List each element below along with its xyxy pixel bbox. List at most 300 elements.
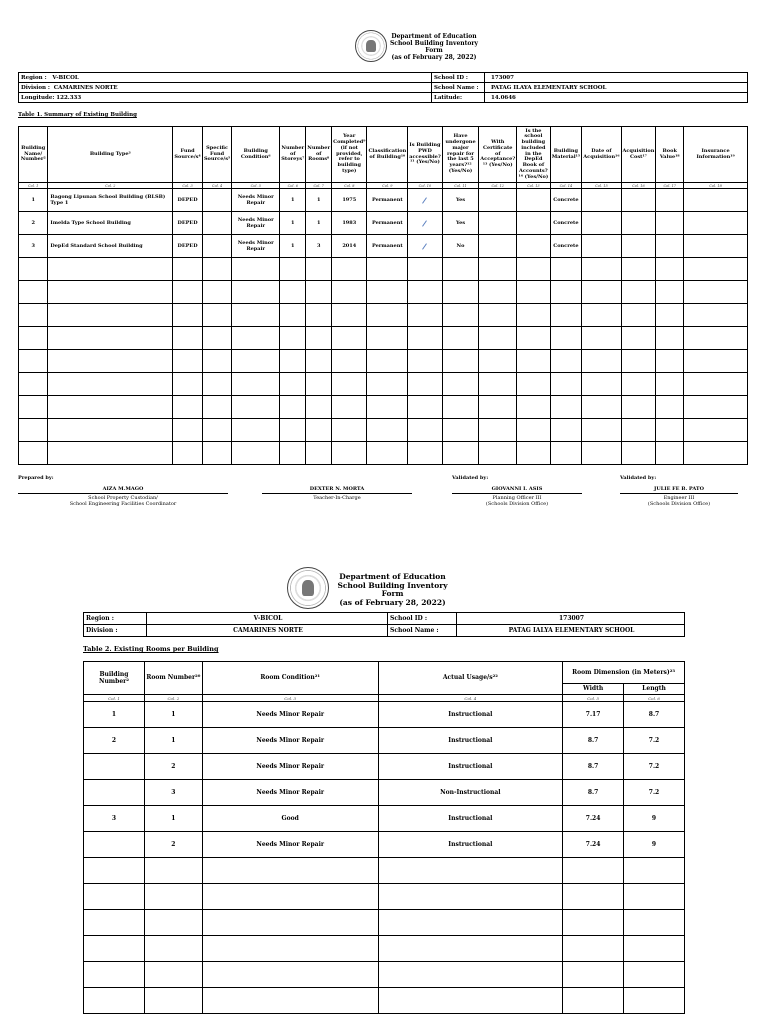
table-cell: 3 [306, 235, 332, 258]
table-cell [684, 235, 748, 258]
table-cell [306, 327, 332, 350]
table-cell [280, 396, 306, 419]
header-line: School Building Inventory [389, 39, 479, 47]
table-cell [332, 419, 367, 442]
table-cell [656, 235, 684, 258]
table-cell: Imelda Type School Building [48, 212, 173, 235]
deped-seal [287, 567, 329, 609]
table-cell [19, 419, 48, 442]
table-cell [442, 281, 479, 304]
table-cell [684, 442, 748, 465]
table-cell [479, 304, 517, 327]
table-cell [84, 832, 145, 858]
table-cell [144, 988, 202, 1014]
building-summary-table [18, 126, 748, 465]
empty-row [19, 396, 748, 419]
table-cell [442, 350, 479, 373]
table-cell [621, 281, 656, 304]
table-cell [202, 910, 378, 936]
table-cell [232, 396, 280, 419]
table-cell [48, 327, 173, 350]
col-header-condition: Room Condition²¹ [202, 662, 378, 695]
table-cell [19, 258, 48, 281]
table-cell [202, 419, 231, 442]
empty-row [19, 258, 748, 281]
table-cell: 7.17 [563, 702, 624, 728]
column-number: Col. 3 [202, 695, 378, 702]
table-cell: 1 [280, 235, 306, 258]
table-cell [408, 281, 443, 304]
table-cell [442, 419, 479, 442]
table-row [84, 832, 685, 858]
table-cell [202, 258, 231, 281]
table-cell [621, 373, 656, 396]
division-label: Division : [21, 84, 50, 91]
col-header-width: Width [563, 684, 624, 695]
table-cell [624, 936, 685, 962]
table-cell [367, 327, 408, 350]
signatory-title [452, 493, 582, 507]
column-number: Col. 1 [19, 183, 48, 189]
table-cell [479, 281, 517, 304]
signature-block [262, 486, 412, 501]
table-cell [624, 884, 685, 910]
col-header-room: Room Number²⁰ [144, 662, 202, 695]
table-cell: 1 [280, 212, 306, 235]
table-cell [84, 962, 145, 988]
school-name-value: PATAG IALYA ELEMENTARY SCHOOL [457, 625, 685, 637]
table-cell [563, 936, 624, 962]
table-cell: 1975 [332, 189, 367, 212]
signature-block [18, 486, 228, 507]
table-cell: 1 [144, 806, 202, 832]
table-cell [173, 442, 203, 465]
table-cell [232, 442, 280, 465]
table-cell: Instructional [378, 702, 563, 728]
table-cell [378, 962, 563, 988]
empty-row [84, 936, 685, 962]
table-cell [144, 884, 202, 910]
table-cell [144, 910, 202, 936]
table-cell [621, 189, 656, 212]
table-cell [202, 858, 378, 884]
empty-row [19, 350, 748, 373]
col-header-usage: Actual Usage/s²² [378, 662, 563, 695]
page2-header [330, 573, 455, 608]
table-cell [306, 419, 332, 442]
table-cell [621, 258, 656, 281]
table-cell [332, 258, 367, 281]
table-cell [550, 304, 582, 327]
table-cell [202, 212, 231, 235]
school-id-label: School ID : [432, 73, 485, 83]
table-cell [517, 327, 550, 350]
empty-row [19, 419, 748, 442]
table-cell [332, 396, 367, 419]
table-cell [479, 373, 517, 396]
signatory-title-line: (Schools Division Office) [485, 501, 549, 507]
table-cell [517, 373, 550, 396]
column-number: Col. 18 [684, 183, 748, 189]
prepared-by-label: Prepared by: [18, 475, 54, 481]
table-cell [684, 281, 748, 304]
school-id-value: 173007 [457, 613, 685, 625]
table-cell [517, 258, 550, 281]
table-row [19, 212, 748, 235]
division-value: CAMARINES NORTE [53, 84, 118, 91]
table-cell [202, 235, 231, 258]
table-cell [550, 373, 582, 396]
table-cell [202, 396, 231, 419]
table-cell [19, 442, 48, 465]
table-row [84, 754, 685, 780]
table-cell [684, 373, 748, 396]
empty-row [84, 858, 685, 884]
table-cell [408, 442, 443, 465]
table-cell [408, 212, 443, 235]
table-cell [442, 327, 479, 350]
signature-block [452, 486, 582, 507]
table-cell [332, 350, 367, 373]
table-cell [656, 327, 684, 350]
table-cell [517, 419, 550, 442]
table-cell: 1983 [332, 212, 367, 235]
table-cell [232, 419, 280, 442]
table-cell [408, 189, 443, 212]
table-cell: 3 [144, 780, 202, 806]
table-cell [84, 910, 145, 936]
table-cell [550, 258, 582, 281]
empty-row [19, 373, 748, 396]
table-cell: Needs Minor Repair [202, 702, 378, 728]
table-row [84, 806, 685, 832]
table-cell [656, 212, 684, 235]
table-cell [408, 304, 443, 327]
column-number: Col. 8 [332, 183, 367, 189]
column-number: Col. 16 [621, 183, 656, 189]
table-cell [144, 936, 202, 962]
table-cell [332, 304, 367, 327]
table-cell: 9 [624, 806, 685, 832]
table-cell [656, 281, 684, 304]
table-cell: 7.2 [624, 780, 685, 806]
table-cell [173, 396, 203, 419]
table-cell [684, 212, 748, 235]
table-cell [232, 258, 280, 281]
table-cell [408, 350, 443, 373]
table-cell: Needs Minor Repair [202, 832, 378, 858]
table-cell [378, 910, 563, 936]
table-cell [684, 258, 748, 281]
signatory-title: Teacher-In-Charge [262, 493, 412, 501]
table-cell [144, 858, 202, 884]
column-number: Col. 6 [280, 183, 306, 189]
empty-row [19, 304, 748, 327]
col-header: Classification of Building¹⁰ [367, 127, 408, 183]
table-cell: Permanent [367, 189, 408, 212]
column-number: Col. 6 [624, 695, 685, 702]
col-header: Building Type³ [48, 127, 173, 183]
table-cell [550, 350, 582, 373]
check-mark-icon [423, 243, 428, 249]
table-row [19, 189, 748, 212]
table-cell [202, 281, 231, 304]
table-cell [367, 258, 408, 281]
column-number: Col. 4 [378, 695, 563, 702]
table-cell [48, 304, 173, 327]
region-value: V-BICOL [147, 613, 388, 625]
col-header: Acquisition Cost¹⁷ [621, 127, 656, 183]
table-cell [202, 327, 231, 350]
table-cell: 3 [19, 235, 48, 258]
table-cell: Instructional [378, 728, 563, 754]
col-header-length: Length [624, 684, 685, 695]
table-cell [408, 419, 443, 442]
table-cell [84, 884, 145, 910]
table-cell: Instructional [378, 754, 563, 780]
column-number: Col. 4 [202, 183, 231, 189]
signatory-title [18, 493, 228, 507]
table-cell [202, 373, 231, 396]
signatory-name: GIOVANNI I. ASIS [491, 486, 543, 492]
table-cell: 8.7 [563, 780, 624, 806]
col-header: Building Material¹⁵ [550, 127, 582, 183]
table-cell [656, 419, 684, 442]
table-cell [173, 419, 203, 442]
table-cell [479, 235, 517, 258]
check-mark-icon [423, 220, 428, 226]
column-number: Col. 12 [479, 183, 517, 189]
table-cell: 8.7 [624, 702, 685, 728]
table-cell [621, 304, 656, 327]
table-cell [306, 373, 332, 396]
col-header: Building Name/ Number² [19, 127, 48, 183]
table-cell [202, 962, 378, 988]
table-cell: Non-Instructional [378, 780, 563, 806]
table-cell [280, 373, 306, 396]
col-header: Building Condition⁶ [232, 127, 280, 183]
empty-row [84, 988, 685, 1014]
table-cell [684, 350, 748, 373]
table-cell [48, 396, 173, 419]
table-cell [624, 910, 685, 936]
table-cell [232, 327, 280, 350]
table-cell: Instructional [378, 806, 563, 832]
table-cell: Needs Minor Repair [202, 780, 378, 806]
table-row [84, 780, 685, 806]
table-cell [582, 281, 621, 304]
school-name-label: School Name : [388, 625, 457, 637]
table-cell [408, 235, 443, 258]
table-cell [232, 281, 280, 304]
table-cell [367, 304, 408, 327]
table-cell [173, 350, 203, 373]
table-cell: 2 [19, 212, 48, 235]
column-number: Col. 17 [656, 183, 684, 189]
table-cell [332, 327, 367, 350]
table-cell [202, 304, 231, 327]
table-cell [48, 258, 173, 281]
header-line: Department of Education [391, 33, 477, 40]
col-header: Specific Fund Source/s⁵ [202, 127, 231, 183]
table-cell: 7.24 [563, 832, 624, 858]
table-cell [19, 396, 48, 419]
table-cell [280, 350, 306, 373]
table-cell [621, 442, 656, 465]
table1-title: Table 1. Summary of Existing Building [18, 112, 137, 118]
table-cell [582, 396, 621, 419]
latitude-value: 14.0646 [491, 94, 516, 101]
table-cell [621, 396, 656, 419]
table-cell [621, 419, 656, 442]
column-number: Col. 5 [232, 183, 280, 189]
table-cell: 1 [144, 702, 202, 728]
table-cell [563, 962, 624, 988]
table-cell [442, 373, 479, 396]
latitude-label: Latitude: [432, 93, 485, 103]
column-number: Col. 2 [48, 183, 173, 189]
table-cell [582, 350, 621, 373]
table-cell [280, 304, 306, 327]
table-row [84, 728, 685, 754]
signatory-name: AIZA M.MAGO [102, 486, 144, 492]
table-cell [48, 350, 173, 373]
table-cell [232, 304, 280, 327]
table-cell [582, 189, 621, 212]
table-cell: 1 [144, 728, 202, 754]
signatory-title-line: Engineer III [663, 495, 695, 501]
table-cell [202, 442, 231, 465]
table-cell: DEPED [173, 235, 203, 258]
table-cell: Needs Minor Repair [202, 728, 378, 754]
table-cell: 7.2 [624, 728, 685, 754]
school-id-label: School ID : [388, 613, 457, 625]
signature-block [620, 486, 738, 507]
table-cell [202, 350, 231, 373]
col-header: Fund Source/s⁴ [173, 127, 203, 183]
table-cell [19, 304, 48, 327]
table-cell [332, 373, 367, 396]
table-cell [684, 189, 748, 212]
table-cell [48, 442, 173, 465]
table-cell: 2 [84, 728, 145, 754]
table-cell: 7.24 [563, 806, 624, 832]
table-cell: 2 [144, 754, 202, 780]
table-cell [367, 396, 408, 419]
column-number: Col. 9 [367, 183, 408, 189]
table-cell [656, 396, 684, 419]
table-cell: 1 [19, 189, 48, 212]
table-cell [442, 304, 479, 327]
table-cell [656, 373, 684, 396]
table-cell: 2014 [332, 235, 367, 258]
table-cell [479, 350, 517, 373]
table-cell: Needs Minor Repair [232, 212, 280, 235]
table-cell: 7.2 [624, 754, 685, 780]
signatory-title-line: (Schools Division Office) [647, 501, 711, 507]
table-cell [582, 304, 621, 327]
col-header: Insurance Information¹⁹ [684, 127, 748, 183]
table-cell [517, 189, 550, 212]
signatory-title-line: School Engineering Facilities Coordinator [69, 501, 177, 507]
col-header: Book Value¹⁸ [656, 127, 684, 183]
table-cell [442, 442, 479, 465]
signatory-name: DEXTER N. MORTA [309, 486, 365, 492]
table-cell [19, 350, 48, 373]
empty-row [19, 281, 748, 304]
table-cell [202, 988, 378, 1014]
column-number: Col. 11 [442, 183, 479, 189]
table-cell [408, 396, 443, 419]
table-cell [621, 327, 656, 350]
table-cell [517, 235, 550, 258]
table-cell [517, 442, 550, 465]
table-cell [306, 442, 332, 465]
table-cell: Yes [442, 189, 479, 212]
table-cell [306, 281, 332, 304]
table-cell: 3 [84, 806, 145, 832]
empty-row [19, 442, 748, 465]
table-cell [173, 258, 203, 281]
table-cell [563, 858, 624, 884]
table-cell [144, 962, 202, 988]
table-cell [550, 442, 582, 465]
table-cell: 1 [84, 702, 145, 728]
table-cell [367, 419, 408, 442]
table-cell: No [442, 235, 479, 258]
table-cell [408, 258, 443, 281]
header-line: (as of February 28, 2022) [339, 597, 446, 607]
table-cell [232, 350, 280, 373]
table-cell [582, 235, 621, 258]
table-cell [332, 281, 367, 304]
signatory-title [620, 493, 738, 507]
table-cell [517, 350, 550, 373]
region-label: Region : [84, 613, 147, 625]
table-cell [656, 189, 684, 212]
school-name-label: School Name : [432, 83, 485, 93]
table-cell [378, 884, 563, 910]
table-cell [306, 350, 332, 373]
table-cell [550, 419, 582, 442]
signatory-name: JULIE FE B. PATO [653, 486, 705, 492]
page2-info-table [83, 612, 685, 637]
table-cell [84, 780, 145, 806]
table-cell [202, 884, 378, 910]
table-cell [84, 858, 145, 884]
table-cell: DepEd Standard School Building [48, 235, 173, 258]
table-cell [517, 212, 550, 235]
table-cell [563, 988, 624, 1014]
page1-header [384, 34, 484, 62]
table-cell [550, 327, 582, 350]
column-number: Col. 1 [84, 695, 145, 702]
table-cell: 1 [280, 189, 306, 212]
table-cell [479, 258, 517, 281]
table-cell [19, 327, 48, 350]
column-number: Col. 2 [144, 695, 202, 702]
table-cell: DEPED [173, 189, 203, 212]
table-cell [563, 884, 624, 910]
table-cell [656, 258, 684, 281]
table-cell [656, 304, 684, 327]
table-cell [582, 419, 621, 442]
col-header: Date of Acquisition¹⁶ [582, 127, 621, 183]
table-cell [582, 327, 621, 350]
table-cell: Concrete [550, 212, 582, 235]
table-cell [624, 988, 685, 1014]
table-cell: Instructional [378, 832, 563, 858]
